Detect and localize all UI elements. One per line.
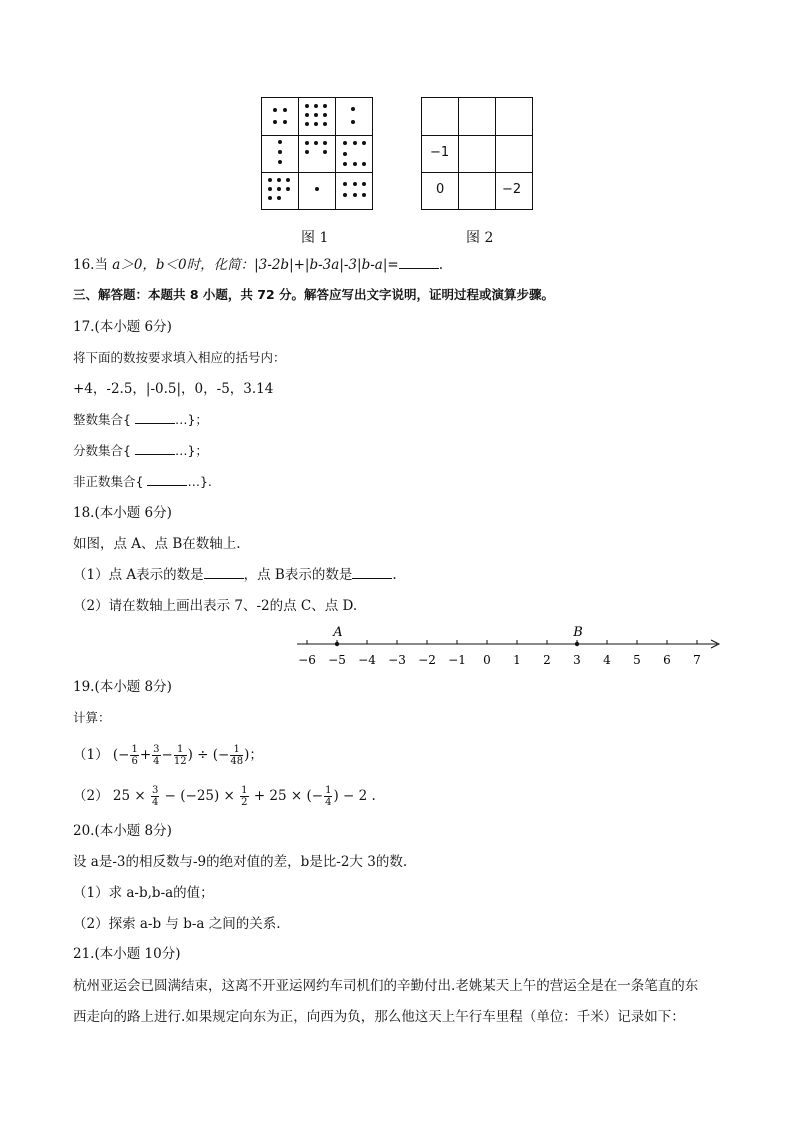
grid-cell-r2c1: −1	[430, 145, 450, 160]
question-16: 16.当 a＞0，b＜0时，化简：|3-2b|+|b-3a|-3|b-a|= .	[73, 257, 443, 273]
q19-part2: （2） 25 × $\frac{3}{4}$ − (−25) × $\frac{1}{2}$ + 25 × (− $\frac{1}{4}$ ) − 2 .	[73, 785, 376, 808]
axis-tick-label: −3	[388, 653, 406, 667]
q17-set-nonpositive: 非正数集合{ …}.	[73, 474, 212, 489]
figure-2-grid	[421, 97, 533, 210]
q17-heading: 17.(本小题 6分)	[73, 319, 172, 335]
q17-set-fractions: 分数集合{ …}；	[73, 443, 208, 458]
q18-heading: 18.(本小题 6分)	[73, 505, 172, 521]
point-b-dot	[575, 642, 579, 646]
q20-part2: （2）探索 a-b 与 b-a 之间的关系.	[73, 916, 281, 932]
axis-tick-label: −2	[418, 653, 436, 667]
axis-tick-label: 5	[633, 653, 641, 667]
q17-set-integers: 整数集合{ …}；	[73, 412, 208, 427]
number-line	[295, 622, 735, 672]
axis-tick-label: −4	[358, 653, 376, 667]
q17-instruction: 将下面的数按要求填入相应的括号内：	[73, 350, 286, 365]
axis-tick-label: 3	[573, 653, 581, 667]
grid-cell-r3c1: 0	[436, 182, 445, 197]
q17-numbers: +4，-2.5，|-0.5|，0，-5，3.14	[73, 381, 274, 397]
q20-text: 设 a是-3的相反数与-9的绝对值的差，b是比-2大 3的数.	[73, 854, 408, 870]
axis-tick-label: 4	[603, 653, 611, 667]
axis-tick-label: 2	[543, 653, 551, 667]
point-b-label: B	[573, 625, 583, 640]
axis-tick-label: −6	[298, 653, 316, 667]
axis-tick-label: 1	[513, 653, 521, 667]
section-3-heading: 三、解答题：本题共 8 小题，共 72 分。解答应写出文字说明，证明过程或演算步骤。	[73, 287, 555, 302]
q20-part1: （1）求 a-b,b-a的值；	[73, 885, 214, 901]
q18-part2: （2）请在数轴上画出表示 7、-2的点 C、点 D.	[73, 598, 358, 614]
point-a-label: A	[333, 625, 343, 640]
q18-intro: 如图，点 A、点 B在数轴上.	[73, 536, 241, 552]
q18-part1: （1）点 A表示的数是 ，点 B表示的数是 .	[73, 567, 397, 583]
point-a-dot	[335, 642, 339, 646]
axis-tick-label: −5	[328, 653, 346, 667]
q21-line-2: 西走向的路上进行.如果规定向东为正，向西为负，那么他这天上午行车里程（单位：千米）记录如下：	[73, 1009, 685, 1025]
figure-1-caption: 图 1	[301, 230, 329, 246]
q20-heading: 20.(本小题 8分)	[73, 823, 172, 839]
axis-tick-label: −1	[448, 653, 466, 667]
grid-cell-r3c3: −2	[502, 182, 522, 197]
q21-line-1: 杭州亚运会已圆满结束，这离不开亚运网约车司机们的辛勤付出.老姚某天上午的营运全是在一条笔直的东	[73, 978, 699, 994]
axis-tick-label: 0	[483, 653, 491, 667]
axis-tick-label: 6	[663, 653, 671, 667]
q21-heading: 21.(本小题 10分)	[73, 946, 181, 962]
q19-heading: 19.(本小题 8分)	[73, 679, 172, 695]
figure-1-dice-grid	[261, 97, 373, 210]
axis-tick-label: 7	[693, 653, 701, 667]
q19-part1: （1） (− $\frac{1}{6}$ + $\frac{3}{4}$ − $\frac{1}{12}$ ) ÷ (− $\frac{1}{48}$ )；	[73, 744, 263, 767]
q19-intro: 计算：	[73, 710, 111, 725]
figure-2-caption: 图 2	[466, 230, 494, 246]
